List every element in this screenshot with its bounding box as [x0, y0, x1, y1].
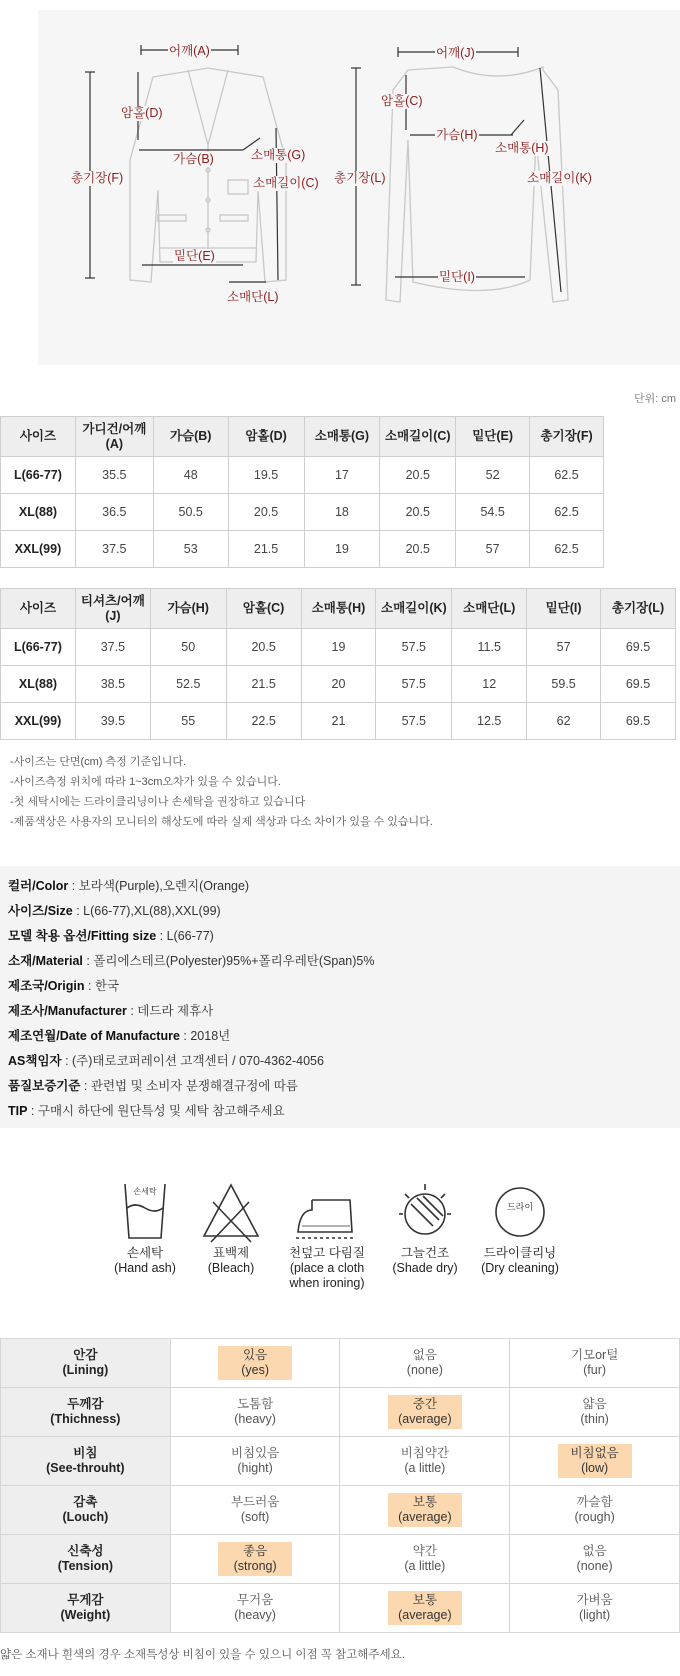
- feel-option-en: (low): [581, 1461, 609, 1475]
- info-value: : 데드라 제휴사: [126, 1004, 214, 1018]
- feel-attribute: [1, 1535, 171, 1584]
- value-cell: 48: [153, 457, 228, 494]
- care-label-en: (Dry cleaning): [481, 1261, 559, 1275]
- value-cell: 21: [301, 703, 376, 740]
- info-label: 소재/Material: [8, 954, 83, 968]
- feel-option-cell: [340, 1388, 510, 1437]
- feel-row: [1, 1584, 680, 1633]
- size-cell: XXL(99): [1, 531, 76, 568]
- feel-attribute-ko: 비침: [73, 1446, 98, 1460]
- col-header: 밑단(E): [456, 417, 530, 457]
- label-cuff-l: 소매단(L): [227, 290, 279, 304]
- feel-option-ko: 비침있음: [230, 1446, 280, 1460]
- feel-option-cell: [170, 1584, 340, 1633]
- feel-option-selected: [388, 1493, 462, 1527]
- care-label-ko: 손세탁: [126, 1246, 164, 1260]
- feel-option-cell: [510, 1486, 680, 1535]
- info-row: [8, 949, 672, 974]
- feel-option-en: (soft): [240, 1510, 270, 1524]
- feel-option-cell: [170, 1486, 340, 1535]
- feel-option: [388, 1346, 462, 1380]
- care-item: [370, 1180, 480, 1276]
- value-cell: 69.5: [601, 703, 676, 740]
- feel-option-en: (light): [578, 1608, 611, 1622]
- value-cell: 19: [304, 531, 380, 568]
- table-row: [1, 629, 676, 666]
- feel-option-cell: [340, 1437, 510, 1486]
- feel-option-selected: [218, 1346, 292, 1380]
- feel-option-ko: 약간: [412, 1544, 437, 1558]
- value-cell: 57.5: [376, 703, 452, 740]
- feel-option-ko: 비침없음: [570, 1446, 619, 1460]
- feel-row: [1, 1486, 680, 1535]
- value-cell: 11.5: [452, 629, 527, 666]
- feel-attribute-ko: 감촉: [73, 1495, 98, 1509]
- info-row: [8, 974, 672, 999]
- feel-attribute-ko: 안감: [73, 1348, 98, 1362]
- feel-option-cell: [170, 1339, 340, 1388]
- feel-attribute-en: (Louch): [62, 1510, 109, 1524]
- note-line: -사이즈측정 위치에 따라 1~3cm오차가 있을 수 있습니다.: [10, 776, 281, 788]
- info-row: [8, 899, 672, 924]
- feel-option-selected: [558, 1444, 632, 1478]
- table-header-row: [1, 589, 676, 629]
- care-label-ko: 드라이클리닝: [483, 1246, 557, 1260]
- feel-option: [558, 1493, 632, 1527]
- feel-option-ko: 까슬함: [576, 1495, 613, 1509]
- feel-option-ko: 도톰함: [236, 1397, 274, 1411]
- value-cell: 54.5: [456, 494, 530, 531]
- value-cell: 59.5: [527, 666, 601, 703]
- col-header: 총기장(F): [530, 417, 604, 457]
- feel-option-en: (yes): [241, 1363, 269, 1377]
- dry-cleaning-tag: 드라이: [506, 1203, 534, 1213]
- value-cell: 18: [304, 494, 380, 531]
- value-cell: 62.5: [530, 457, 604, 494]
- feel-option-ko: 있음: [243, 1348, 268, 1362]
- feel-row: [1, 1339, 680, 1388]
- value-cell: 62.5: [530, 494, 604, 531]
- value-cell: 12.5: [452, 703, 527, 740]
- feel-attribute: [1, 1388, 171, 1437]
- value-cell: 37.5: [75, 629, 150, 666]
- value-cell: 57.5: [376, 666, 452, 703]
- feel-option-cell: [170, 1388, 340, 1437]
- no-bleach-icon: [201, 1180, 261, 1246]
- feel-option-cell: [510, 1339, 680, 1388]
- value-cell: 19: [301, 629, 376, 666]
- size-cell: L(66-77): [1, 457, 76, 494]
- value-cell: 20.5: [228, 494, 304, 531]
- info-row: [8, 1074, 672, 1099]
- value-cell: 50: [150, 629, 226, 666]
- feel-option-ko: 보통: [412, 1593, 437, 1607]
- feel-row: [1, 1535, 680, 1584]
- feel-attribute: [1, 1584, 171, 1633]
- product-info: [0, 866, 680, 1128]
- feel-row: [1, 1437, 680, 1486]
- label-total-length-l: 총기장(L): [334, 171, 386, 185]
- table-header-row: [1, 417, 604, 457]
- feel-option-ko: 비침약간: [400, 1446, 450, 1460]
- feel-attribute-ko: 무게감: [67, 1593, 104, 1607]
- info-label: 모델 착용 옵션/Fitting size: [8, 929, 157, 943]
- info-value: : 관련법 및 소비자 분쟁해결규정에 따름: [80, 1079, 298, 1093]
- feel-option-en: (fur): [583, 1363, 607, 1377]
- feel-attribute: [1, 1437, 171, 1486]
- label-chest-h: 가슴(H): [436, 128, 478, 142]
- feel-option-en: (average): [398, 1412, 452, 1426]
- size-cell: L(66-77): [1, 629, 76, 666]
- feel-option: [388, 1542, 462, 1576]
- feel-option-en: (heavy): [234, 1608, 276, 1622]
- value-cell: 53: [153, 531, 228, 568]
- feel-option-cell: [510, 1437, 680, 1486]
- value-cell: 20.5: [380, 494, 456, 531]
- size-table-cardigan: [0, 416, 604, 568]
- feel-option-en: (a little): [404, 1559, 446, 1573]
- info-value: : L(66-77),XL(88),XXL(99): [72, 904, 221, 918]
- feel-option-cell: [340, 1486, 510, 1535]
- info-row: [8, 1024, 672, 1049]
- feel-option-cell: [170, 1535, 340, 1584]
- feel-option-cell: [340, 1584, 510, 1633]
- feel-option-en: (a little): [404, 1461, 446, 1475]
- care-label-en-2: when ironing): [289, 1276, 365, 1290]
- feel-attribute-ko: 두께감: [67, 1397, 104, 1411]
- info-label: 품질보증기준: [8, 1079, 81, 1093]
- value-cell: 37.5: [75, 531, 153, 568]
- feel-option: [218, 1591, 292, 1625]
- feel-option: [558, 1542, 632, 1576]
- feel-option-en: (strong): [233, 1559, 277, 1573]
- dry-cleaning-icon: [490, 1180, 550, 1246]
- value-cell: 20.5: [380, 457, 456, 494]
- value-cell: 52.5: [150, 666, 226, 703]
- size-cell: XL(88): [1, 666, 76, 703]
- label-armhole-d: 암홀(D): [121, 106, 163, 120]
- label-sleeve-length-k: 소매길이(K): [527, 171, 592, 185]
- label-sleeve-length-c: 소매길이(C): [253, 176, 319, 190]
- size-cell: XL(88): [1, 494, 76, 531]
- size-table-tshirt: [0, 588, 676, 740]
- table-row: [1, 494, 604, 531]
- info-value: : 한국: [84, 979, 120, 993]
- col-header: 소매통(G): [304, 417, 380, 457]
- feel-option-ko: 무거움: [236, 1593, 274, 1607]
- label-shoulder-j: 어깨(J): [436, 46, 475, 60]
- value-cell: 20: [301, 666, 376, 703]
- value-cell: 20.5: [380, 531, 456, 568]
- unit-label: 단위: cm: [633, 393, 676, 405]
- info-row: [8, 874, 672, 899]
- note-line: -사이즈는 단면(cm) 측정 기준입니다.: [10, 756, 187, 768]
- iron-cloth-icon: [292, 1180, 362, 1246]
- value-cell: 35.5: [75, 457, 153, 494]
- feel-option-cell: [510, 1584, 680, 1633]
- col-header: 가슴(H): [150, 589, 226, 629]
- fabric-feel-table: [0, 1338, 680, 1633]
- col-header: 암홀(D): [228, 417, 304, 457]
- feel-attribute: [1, 1339, 171, 1388]
- feel-attribute-en: (Lining): [62, 1363, 109, 1377]
- info-value: : 2018년: [179, 1029, 231, 1043]
- care-item: [176, 1180, 286, 1276]
- feel-option-cell: [340, 1535, 510, 1584]
- value-cell: 62.5: [530, 531, 604, 568]
- feel-option-selected: [218, 1542, 292, 1576]
- care-label-en: (Hand ash): [114, 1261, 176, 1275]
- info-row: [8, 999, 672, 1024]
- label-armhole-c: 암홀(C): [381, 94, 423, 108]
- feel-option-en: (rough): [574, 1510, 615, 1524]
- info-value: : 폴리에스테르(Polyester)95%+폴리우레탄(Span)5%: [82, 954, 375, 968]
- size-notes: [10, 752, 433, 832]
- col-header: 사이즈: [1, 417, 76, 457]
- feel-option-ko: 기모or털: [570, 1348, 619, 1362]
- care-label-ko: 그늘건조: [400, 1246, 450, 1260]
- value-cell: 62: [527, 703, 601, 740]
- col-header: 소매단(L): [452, 589, 527, 629]
- info-row: [8, 924, 672, 949]
- label-sleeve-width-g: 소매통(G): [251, 148, 306, 162]
- info-label: TIP: [8, 1104, 28, 1118]
- value-cell: 39.5: [75, 703, 150, 740]
- feel-attribute-en: (Weight): [60, 1608, 111, 1622]
- feel-option: [558, 1395, 632, 1429]
- col-header: 소매길이(K): [376, 589, 452, 629]
- feel-option-en: (thin): [580, 1412, 609, 1426]
- info-label: 제조국/Origin: [8, 979, 85, 993]
- hand-wash-icon: [115, 1180, 175, 1246]
- value-cell: 17: [304, 457, 380, 494]
- feel-option: [558, 1346, 632, 1380]
- value-cell: 36.5: [75, 494, 153, 531]
- feel-option: [558, 1591, 632, 1625]
- feel-option-en: (heavy): [234, 1412, 276, 1426]
- value-cell: 20.5: [226, 629, 301, 666]
- note-line: -첫 세탁시에는 드라이클리닝이나 손세탁을 권장하고 있습니다: [10, 796, 306, 808]
- value-cell: 38.5: [75, 666, 150, 703]
- value-cell: 69.5: [601, 666, 676, 703]
- info-row: [8, 1049, 672, 1074]
- label-hem-e: 밑단(E): [174, 249, 215, 263]
- feel-option-cell: [510, 1388, 680, 1437]
- care-label-en: (place a cloth: [289, 1261, 365, 1275]
- feel-option-ko: 좋음: [243, 1544, 268, 1558]
- col-header: 소매통(H): [301, 589, 376, 629]
- feel-option-cell: [170, 1437, 340, 1486]
- label-shoulder-a: 어깨(A): [169, 44, 210, 58]
- info-label: 컬러/Color: [8, 879, 69, 893]
- value-cell: 69.5: [601, 629, 676, 666]
- feel-attribute: [1, 1486, 171, 1535]
- feel-option-en: (none): [576, 1559, 613, 1573]
- value-cell: 19.5: [228, 457, 304, 494]
- info-value: : L(66-77): [156, 929, 214, 943]
- value-cell: 57.5: [376, 629, 452, 666]
- col-header: 사이즈: [1, 589, 76, 629]
- info-value: : 보라색(Purple),오렌지(Orange): [68, 879, 250, 893]
- col-header: 가슴(B): [153, 417, 228, 457]
- info-row: [8, 1099, 672, 1124]
- value-cell: 12: [452, 666, 527, 703]
- size-cell: XXL(99): [1, 703, 76, 740]
- feel-attribute-en: (Thichness): [50, 1412, 121, 1426]
- feel-option-ko: 없음: [582, 1544, 607, 1558]
- info-label: 제조사/Manufacturer: [8, 1004, 127, 1018]
- care-instructions: [0, 1180, 680, 1315]
- value-cell: 21.5: [226, 666, 301, 703]
- care-label-en: (Shade dry): [392, 1261, 458, 1275]
- col-header: 밑단(I): [527, 589, 601, 629]
- value-cell: 52: [456, 457, 530, 494]
- feel-option-cell: [510, 1535, 680, 1584]
- care-label-ko: 천덮고 다림질: [289, 1246, 365, 1260]
- feel-option-ko: 얇음: [582, 1397, 607, 1411]
- garment-illustration: [38, 10, 680, 365]
- label-hem-i: 밑단(I): [439, 270, 475, 284]
- care-item: [272, 1180, 382, 1291]
- table-row: [1, 531, 604, 568]
- note-line: -제품색상은 사용자의 모니터의 해상도에 따라 실제 색상과 다소 차이가 있을 수 있습니다.: [10, 816, 433, 828]
- size-diagram: [38, 10, 680, 365]
- info-value: : 구매시 하단에 원단특성 및 세탁 참고해주세요: [27, 1104, 285, 1118]
- feel-option-ko: 가벼움: [576, 1593, 613, 1607]
- hand-wash-tag: 손세탁: [133, 1187, 157, 1196]
- feel-option-en: (none): [406, 1363, 443, 1377]
- feel-attribute-en: (See-throuht): [46, 1461, 125, 1475]
- feel-option-selected: [388, 1591, 462, 1625]
- col-header: 티셔츠/어깨(J): [75, 589, 150, 629]
- value-cell: 57: [527, 629, 601, 666]
- care-label-ko: 표백제: [212, 1246, 250, 1260]
- feel-attribute-ko: 신축성: [67, 1544, 104, 1558]
- col-header: 암홀(C): [226, 589, 301, 629]
- value-cell: 50.5: [153, 494, 228, 531]
- col-header: 총기장(L): [601, 589, 676, 629]
- label-chest-b: 가슴(B): [173, 152, 214, 166]
- label-sleeve-width-h: 소매통(H): [495, 141, 549, 155]
- label-total-length-f: 총기장(F): [71, 171, 124, 185]
- feel-option: [218, 1493, 292, 1527]
- info-label: 제조연월/Date of Manufacture: [8, 1029, 180, 1043]
- value-cell: 57: [456, 531, 530, 568]
- care-item: [465, 1180, 575, 1276]
- info-label: AS책임자: [8, 1054, 62, 1068]
- feel-option-cell: [340, 1339, 510, 1388]
- feel-option: [218, 1444, 292, 1478]
- feel-option: [388, 1444, 462, 1478]
- col-header: 소매길이(C): [380, 417, 456, 457]
- feel-option-ko: 중간: [412, 1397, 437, 1411]
- value-cell: 21.5: [228, 531, 304, 568]
- info-value: : (주)태로코퍼레이션 고객센터 / 070-4362-4056: [61, 1054, 324, 1068]
- feel-option-ko: 부드러움: [230, 1495, 280, 1509]
- feel-option-ko: 없음: [412, 1348, 437, 1362]
- feel-option-en: (hight): [237, 1461, 273, 1475]
- table-row: [1, 666, 676, 703]
- feel-attribute-en: (Tension): [57, 1559, 114, 1573]
- table-row: [1, 703, 676, 740]
- feel-option-selected: [388, 1395, 462, 1429]
- shade-dry-icon: [395, 1180, 455, 1246]
- value-cell: 55: [150, 703, 226, 740]
- info-label: 사이즈/Size: [8, 904, 73, 918]
- col-header: 가디건/어깨(A): [75, 417, 153, 457]
- value-cell: 22.5: [226, 703, 301, 740]
- feel-option-en: (average): [398, 1510, 452, 1524]
- feel-option-ko: 보통: [412, 1495, 437, 1509]
- footnote: 얇은 소재나 흰색의 경우 소재특성상 비침이 있을 수 있으니 이점 꼭 참고해주세요.: [0, 1649, 405, 1661]
- table-row: [1, 457, 604, 494]
- feel-option-en: (average): [398, 1608, 452, 1622]
- feel-row: [1, 1388, 680, 1437]
- feel-option: [218, 1395, 292, 1429]
- care-label-en: (Bleach): [207, 1261, 255, 1275]
